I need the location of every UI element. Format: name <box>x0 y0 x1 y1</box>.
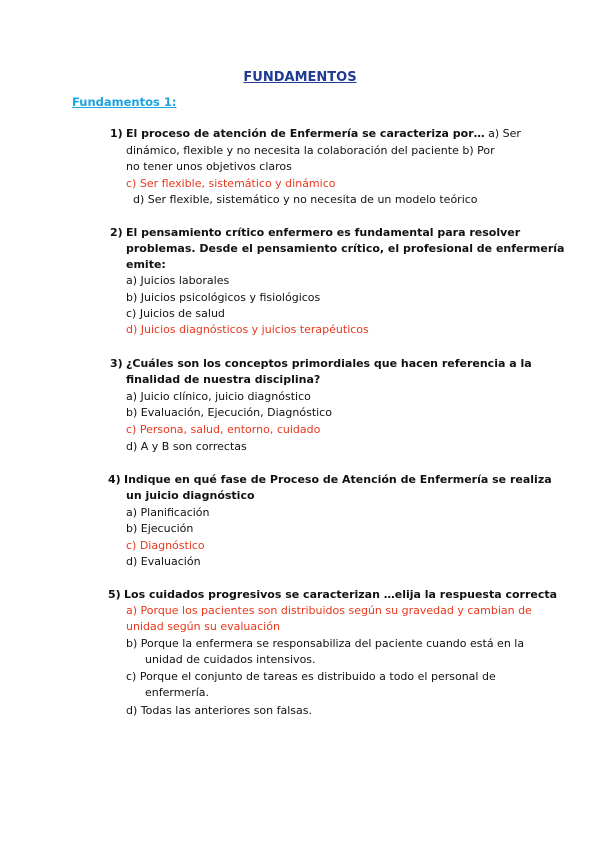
question-number: 5) <box>108 588 121 601</box>
option-b-cont: unidad de cuidados intensivos. <box>145 653 316 666</box>
question-text-line: problemas. Desde el pensamiento crítico, el profesional de enfermería <box>126 242 565 255</box>
question-text-line: un juicio diagnóstico <box>126 489 255 502</box>
option-d: d) A y B son correctas <box>126 440 247 453</box>
question-text <box>126 126 521 143</box>
question-text-line: emite: <box>126 258 166 271</box>
option-b: b) Ejecución <box>126 522 194 535</box>
question-text-line: Los cuidados progresivos se caracterizan …elija la respuesta correcta <box>124 588 558 601</box>
option-a: a) Juicios laborales <box>126 274 230 287</box>
option-a-correct-cont: unidad según su evaluación <box>126 620 280 633</box>
option-a-inline: a) Ser <box>484 127 521 140</box>
option-b: b) Evaluación, Ejecución, Diagnóstico <box>126 406 332 419</box>
question-number: 3) <box>110 357 123 370</box>
question-text-line: finalidad de nuestra disciplina? <box>126 373 321 386</box>
question-number: 2) <box>110 226 123 239</box>
question-number: 1) <box>110 127 123 140</box>
option-a: a) Planificación <box>126 506 210 519</box>
question-number: 4) <box>108 473 121 486</box>
option-b: b) Porque la enfermera se responsabiliza del paciente cuando está en la <box>126 637 525 650</box>
option-d: d) Todas las anteriores son falsas. <box>126 704 313 717</box>
option-c-cont: enfermería. <box>145 686 210 699</box>
question-text-line: El pensamiento crítico enfermero es fundamental para resolver <box>126 226 521 239</box>
section-subtitle: Fundamentos 1: <box>72 95 177 109</box>
option-d: d) Ser flexible, sistemático y no necesita de un modelo teórico <box>133 193 478 206</box>
question-line: dinámico, flexible y no necesita la colaboración del paciente b) Por <box>126 144 495 157</box>
option-a: a) Juicio clínico, juicio diagnóstico <box>126 390 311 403</box>
option-a-correct: a) Porque los pacientes son distribuidos según su gravedad y cambian de <box>126 604 532 617</box>
option-c-correct: c) Persona, salud, entorno, cuidado <box>126 423 321 436</box>
question-text-bold: El proceso de atención de Enfermería se caracteriza por… <box>126 127 485 140</box>
option-d-correct: d) Juicios diagnósticos y juicios terapéuticos <box>126 323 369 336</box>
question-line: no tener unos objetivos claros <box>126 160 292 173</box>
page-title: FUNDAMENTOS <box>243 70 357 85</box>
question-text-line: Indique en qué fase de Proceso de Atención de Enfermería se realiza <box>124 473 552 486</box>
option-c: c) Porque el conjunto de tareas es distribuido a todo el personal de <box>126 670 496 683</box>
question-text-line: ¿Cuáles son los conceptos primordiales que hacen referencia a la <box>126 357 532 370</box>
option-b: b) Juicios psicológicos y fisiológicos <box>126 291 321 304</box>
option-c-correct: c) Diagnóstico <box>126 539 205 552</box>
option-c: c) Juicios de salud <box>126 307 225 320</box>
option-d: d) Evaluación <box>126 555 201 568</box>
option-c-correct: c) Ser flexible, sistemático y dinámico <box>126 177 336 190</box>
